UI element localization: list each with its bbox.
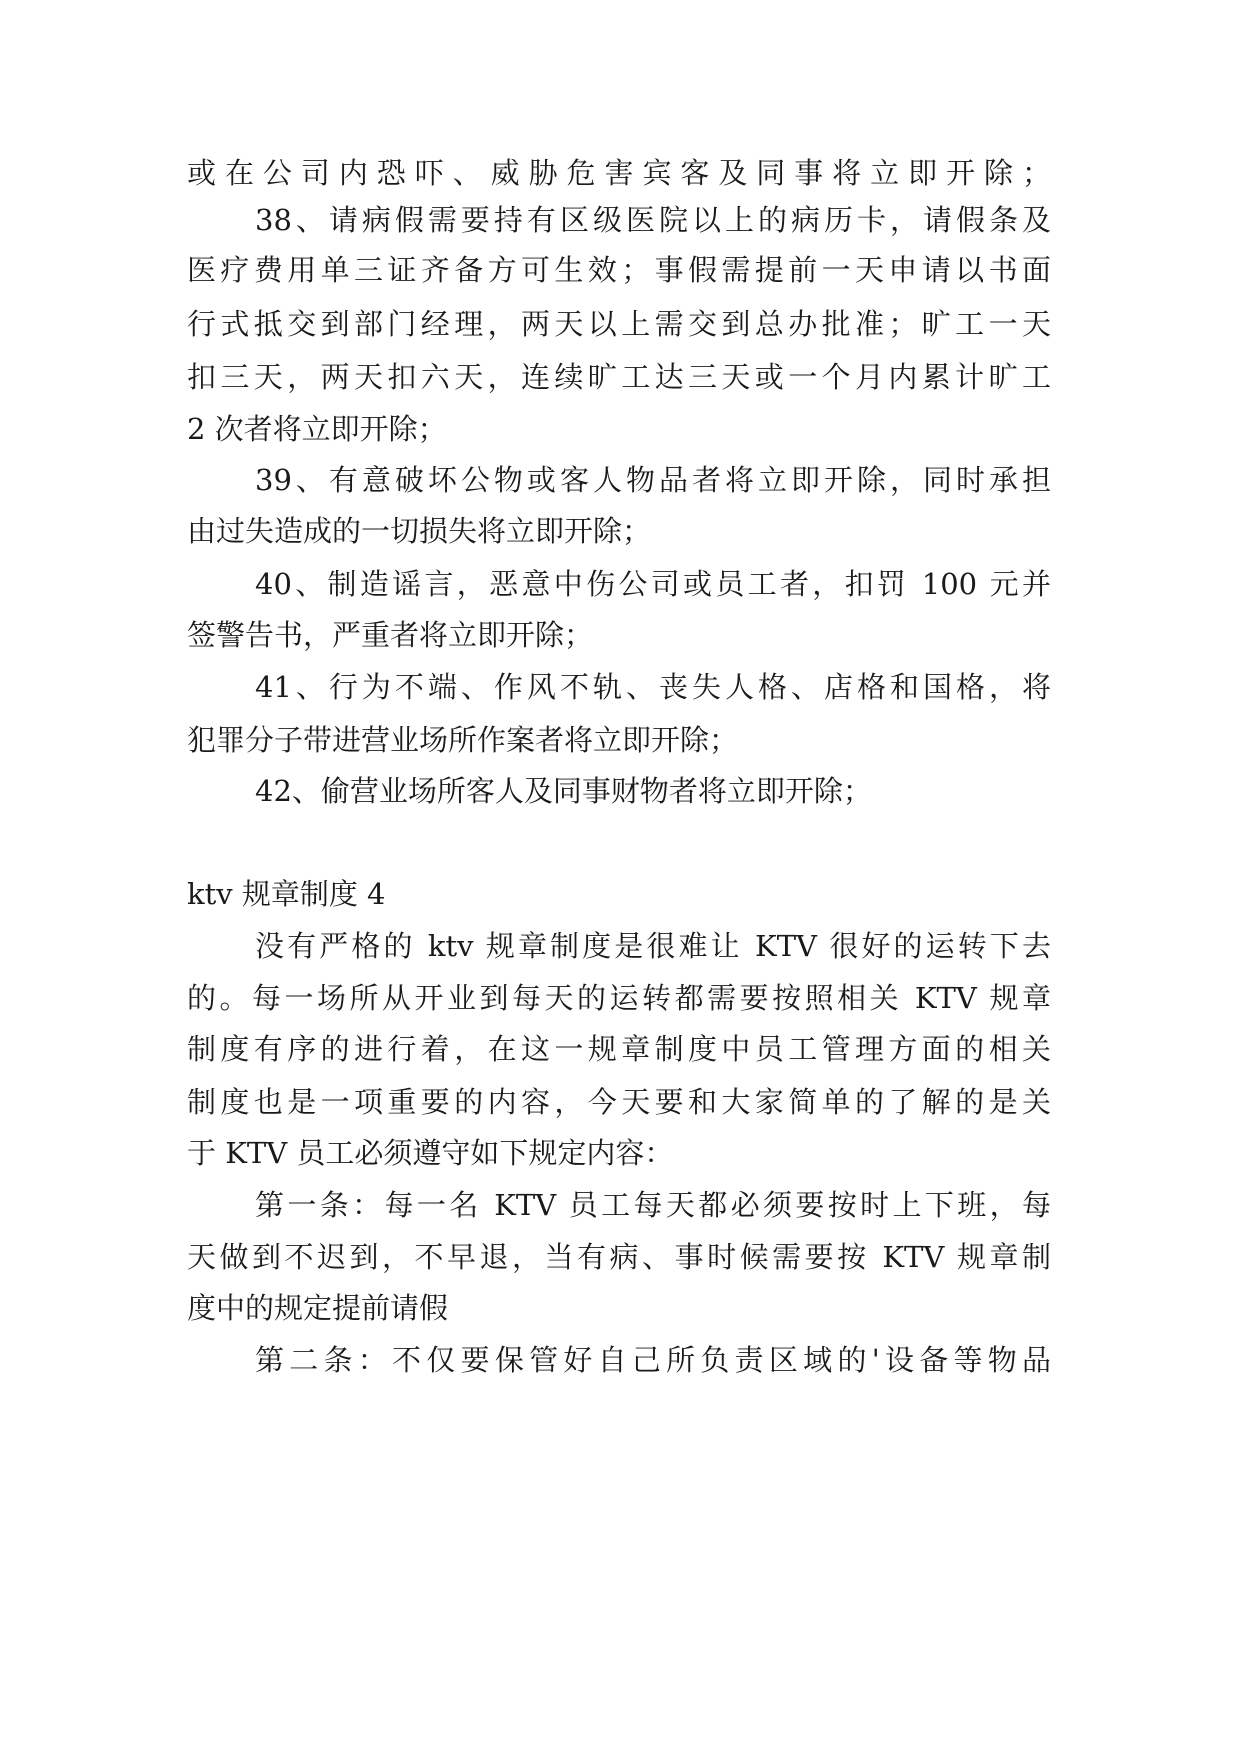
text-line: 天做到不迟到，不早退，当有病、事时候需要按 KTV 规章制 xyxy=(187,1240,1051,1274)
text-line: 由过失造成的一切损失将立即开除； xyxy=(187,514,652,548)
text-line: 度中的规定提前请假 xyxy=(187,1291,449,1325)
text-line: 或在公司内恐吓、威胁危害宾客及同事将立即开除； xyxy=(187,156,1051,190)
text-line: 犯罪分子带进营业场所作案者将立即开除； xyxy=(187,723,739,757)
text-line: 40、制造谣言，恶意中伤公司或员工者，扣罚 100 元并 xyxy=(255,567,1051,601)
text-line: 扣三天，两天扣六天，连续旷工达三天或一个月内累计旷工 xyxy=(187,360,1051,394)
text-line: 制度有序的进行着，在这一规章制度中员工管理方面的相关 xyxy=(187,1032,1051,1066)
text-line: 医疗费用单三证齐备方可生效；事假需提前一天申请以书面 xyxy=(187,253,1051,287)
text-line: 41、行为不端、作风不轨、丧失人格、店格和国格，将 xyxy=(255,670,1051,704)
text-line: 38、请病假需要持有区级医院以上的病历卡，请假条及 xyxy=(255,203,1051,237)
text-line: 2 次者将立即开除； xyxy=(187,412,447,446)
text-line: 的。每一场所从开业到每天的运转都需要按照相关 KTV 规章 xyxy=(187,981,1051,1015)
text-line: 第二条：不仅要保管好自己所负责区域的'设备等物品 xyxy=(255,1343,1051,1377)
text-line: 第一条：每一名 KTV 员工每天都必须要按时上下班，每 xyxy=(255,1188,1051,1222)
text-line: 制度也是一项重要的内容，今天要和大家简单的了解的是关 xyxy=(187,1085,1051,1119)
text-line: 42、偷营业场所客人及同事财物者将立即开除； xyxy=(255,774,872,808)
text-line: 签警告书，严重者将立即开除； xyxy=(187,618,594,652)
section-heading: ktv 规章制度 4 xyxy=(187,877,386,911)
text-line: 行式抵交到部门经理，两天以上需交到总办批准；旷工一天 xyxy=(187,307,1051,341)
text-line: 没有严格的 ktv 规章制度是很难让 KTV 很好的运转下去 xyxy=(255,929,1051,963)
text-line: 于 KTV 员工必须遵守如下规定内容： xyxy=(187,1136,674,1170)
text-line: 39、有意破坏公物或客人物品者将立即开除，同时承担 xyxy=(255,463,1051,497)
